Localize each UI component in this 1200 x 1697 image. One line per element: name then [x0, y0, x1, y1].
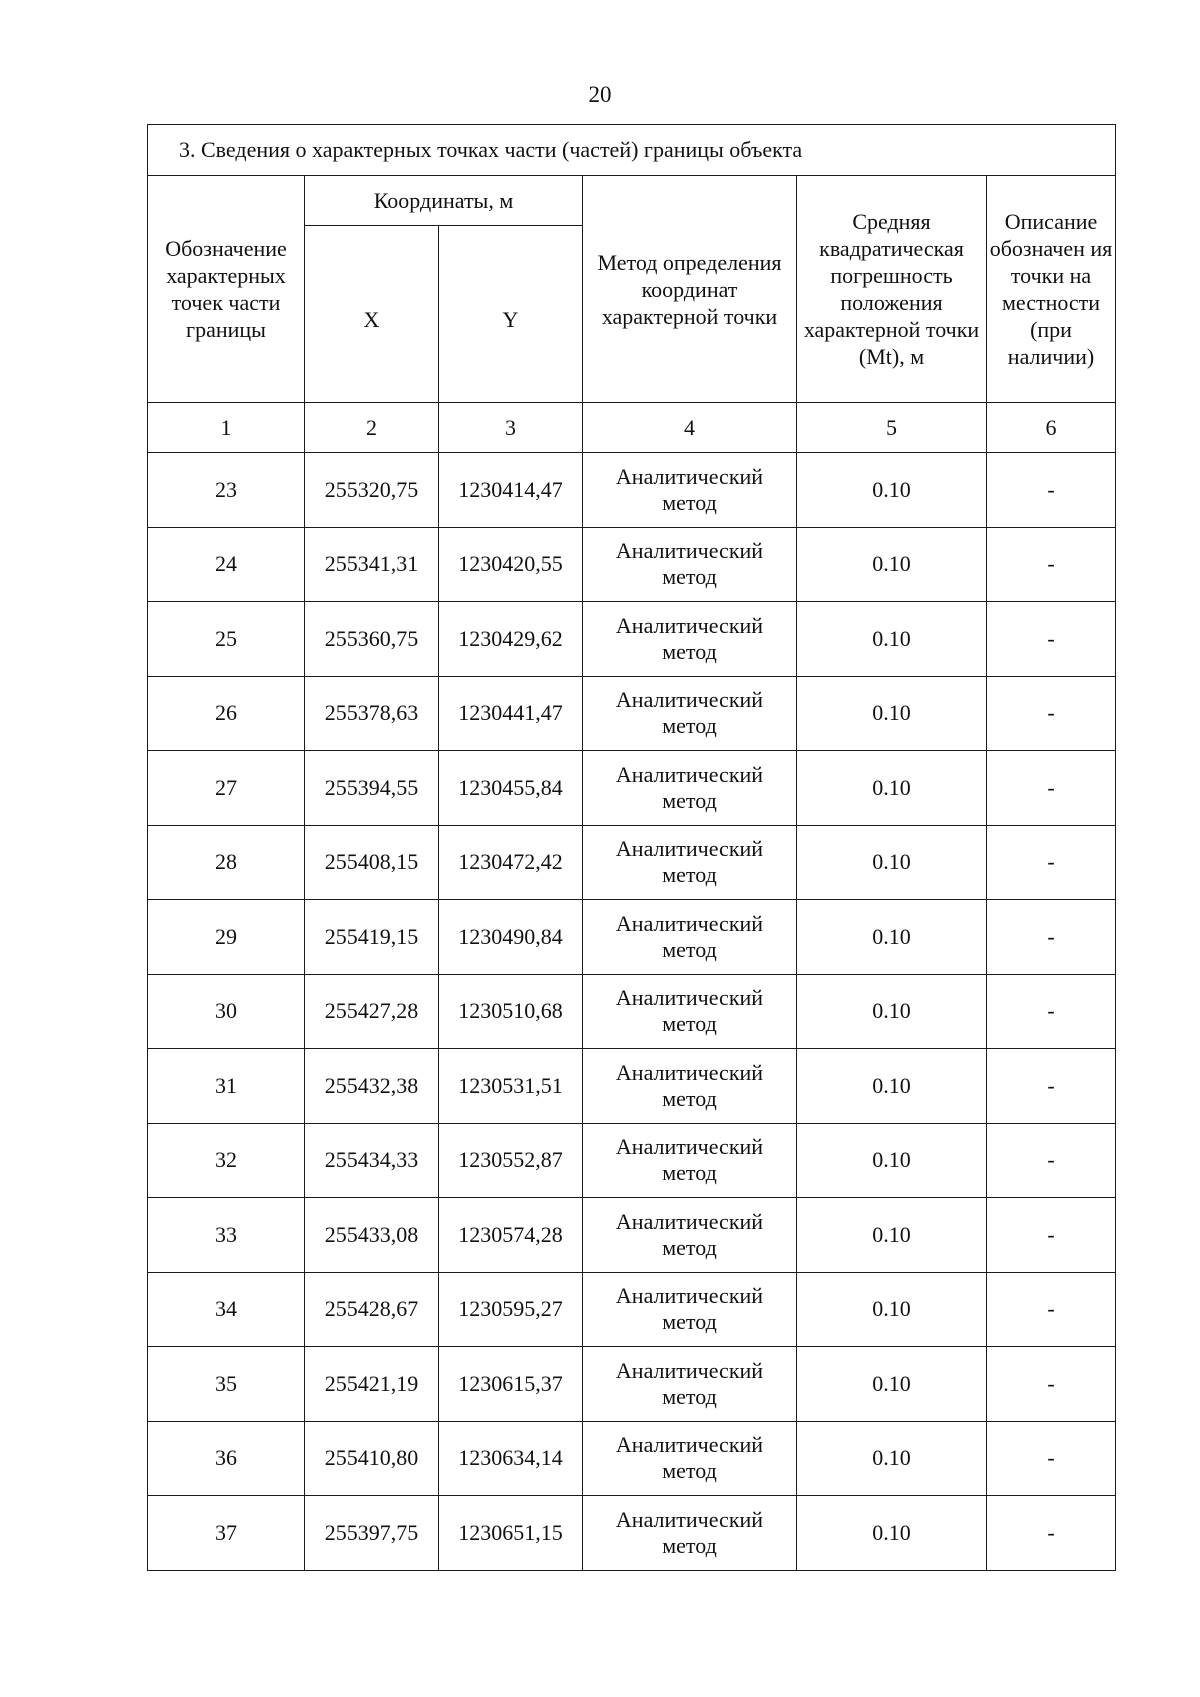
description-cell: - [987, 1347, 1116, 1422]
error-cell: 0.10 [797, 1049, 987, 1124]
column-number: 1 [148, 403, 305, 453]
x-coordinate-cell: 255432,38 [305, 1049, 439, 1124]
method-line: Аналитический [615, 836, 764, 862]
point-cell: 24 [148, 527, 305, 602]
boundary-points-table [147, 124, 1116, 1571]
method-line: метод [662, 862, 717, 888]
table-row [148, 1123, 1116, 1198]
y-coordinate-cell: 1230531,51 [439, 1049, 583, 1124]
description-cell: - [987, 1272, 1116, 1347]
y-coordinate-cell: 1230429,62 [439, 602, 583, 677]
table-row [148, 1496, 1116, 1571]
page-number: 20 [588, 82, 612, 107]
description-cell: - [987, 1421, 1116, 1496]
header-description: Описание обозначен ия точки на местности (при наличии) [987, 176, 1116, 403]
description-cell: - [987, 1123, 1116, 1198]
description-cell: - [987, 751, 1116, 826]
method-line: Аналитический [615, 1283, 764, 1309]
method-line: Аналитический [615, 1059, 764, 1085]
table-row [148, 1049, 1116, 1124]
point-cell: 37 [148, 1496, 305, 1571]
method-line: Аналитический [615, 687, 764, 713]
y-coordinate-cell: 1230552,87 [439, 1123, 583, 1198]
x-coordinate-cell: 255320,75 [305, 453, 439, 528]
y-coordinate-cell: 1230574,28 [439, 1198, 583, 1273]
method-line: Аналитический [615, 1357, 764, 1383]
method-line: Аналитический [615, 463, 764, 489]
point-cell: 23 [148, 453, 305, 528]
error-cell: 0.10 [797, 1496, 987, 1571]
header-error: Средняя квадратическая погрешность положения характерной точки (Mt), м [797, 176, 987, 403]
table-row [148, 825, 1116, 900]
method-cell [583, 1496, 797, 1571]
table-row [148, 1347, 1116, 1422]
y-coordinate-cell: 1230414,47 [439, 453, 583, 528]
y-coordinate-cell: 1230490,84 [439, 900, 583, 975]
y-coordinate-cell: 1230615,37 [439, 1347, 583, 1422]
method-cell [583, 1123, 797, 1198]
error-cell: 0.10 [797, 1123, 987, 1198]
method-cell [583, 1049, 797, 1124]
column-number: 4 [583, 403, 797, 453]
y-coordinate-cell: 1230651,15 [439, 1496, 583, 1571]
table-row [148, 602, 1116, 677]
table-row [148, 751, 1116, 826]
point-cell: 25 [148, 602, 305, 677]
method-cell [583, 900, 797, 975]
point-cell: 34 [148, 1272, 305, 1347]
x-coordinate-cell: 255434,33 [305, 1123, 439, 1198]
method-line: Аналитический [615, 1134, 764, 1160]
method-line: Аналитический [615, 761, 764, 787]
method-line: Аналитический [615, 985, 764, 1011]
x-coordinate-cell: 255427,28 [305, 974, 439, 1049]
method-line: метод [662, 1383, 717, 1409]
point-cell: 35 [148, 1347, 305, 1422]
description-cell: - [987, 900, 1116, 975]
error-cell: 0.10 [797, 900, 987, 975]
table-row [148, 453, 1116, 528]
x-coordinate-cell: 255433,08 [305, 1198, 439, 1273]
point-cell: 30 [148, 974, 305, 1049]
method-line: метод [662, 1011, 717, 1037]
method-cell [583, 1421, 797, 1496]
error-cell: 0.10 [797, 974, 987, 1049]
point-cell: 26 [148, 676, 305, 751]
error-cell: 0.10 [797, 1347, 987, 1422]
description-cell: - [987, 1496, 1116, 1571]
point-cell: 28 [148, 825, 305, 900]
method-line: метод [662, 787, 717, 813]
table-row [148, 676, 1116, 751]
method-line: метод [662, 1458, 717, 1484]
x-coordinate-cell: 255408,15 [305, 825, 439, 900]
y-coordinate-cell: 1230472,42 [439, 825, 583, 900]
method-line: метод [662, 1234, 717, 1260]
point-cell: 36 [148, 1421, 305, 1496]
method-line: метод [662, 713, 717, 739]
method-line: метод [662, 1085, 717, 1111]
method-line: Аналитический [615, 1432, 764, 1458]
error-cell: 0.10 [797, 825, 987, 900]
method-cell [583, 527, 797, 602]
header-x: X [305, 226, 439, 403]
description-cell: - [987, 527, 1116, 602]
error-cell: 0.10 [797, 1421, 987, 1496]
table-row [148, 1421, 1116, 1496]
column-number: 3 [439, 403, 583, 453]
description-cell: - [987, 1198, 1116, 1273]
x-coordinate-cell: 255428,67 [305, 1272, 439, 1347]
y-coordinate-cell: 1230595,27 [439, 1272, 583, 1347]
method-line: Аналитический [615, 910, 764, 936]
x-coordinate-cell: 255378,63 [305, 676, 439, 751]
point-cell: 31 [148, 1049, 305, 1124]
method-line: метод [662, 1309, 717, 1335]
method-line: метод [662, 564, 717, 590]
description-cell: - [987, 453, 1116, 528]
error-cell: 0.10 [797, 602, 987, 677]
x-coordinate-cell: 255419,15 [305, 900, 439, 975]
header-method: Метод определения координат характерной точки [583, 176, 797, 403]
method-cell [583, 676, 797, 751]
point-cell: 29 [148, 900, 305, 975]
header-designation: Обозначение характерных точек части границы [148, 176, 305, 403]
column-number: 5 [797, 403, 987, 453]
table-row [148, 900, 1116, 975]
method-line: метод [662, 936, 717, 962]
description-cell: - [987, 676, 1116, 751]
error-cell: 0.10 [797, 527, 987, 602]
table-row [148, 1198, 1116, 1273]
point-cell: 32 [148, 1123, 305, 1198]
description-cell: - [987, 974, 1116, 1049]
description-cell: - [987, 825, 1116, 900]
y-coordinate-cell: 1230634,14 [439, 1421, 583, 1496]
table-title: 3. Сведения о характерных точках части (частей) границы объекта [148, 125, 1116, 176]
method-line: метод [662, 1532, 717, 1558]
error-cell: 0.10 [797, 1198, 987, 1273]
method-line: Аналитический [615, 612, 764, 638]
x-coordinate-cell: 255394,55 [305, 751, 439, 826]
error-cell: 0.10 [797, 676, 987, 751]
point-cell: 33 [148, 1198, 305, 1273]
description-cell: - [987, 1049, 1116, 1124]
y-coordinate-cell: 1230441,47 [439, 676, 583, 751]
method-cell [583, 453, 797, 528]
x-coordinate-cell: 255341,31 [305, 527, 439, 602]
method-cell [583, 1272, 797, 1347]
x-coordinate-cell: 255410,80 [305, 1421, 439, 1496]
x-coordinate-cell: 255360,75 [305, 602, 439, 677]
method-line: Аналитический [615, 1208, 764, 1234]
table-row [148, 974, 1116, 1049]
method-cell [583, 1347, 797, 1422]
method-line: метод [662, 489, 717, 515]
method-cell [583, 825, 797, 900]
x-coordinate-cell: 255397,75 [305, 1496, 439, 1571]
x-coordinate-cell: 255421,19 [305, 1347, 439, 1422]
method-line: метод [662, 1160, 717, 1186]
point-cell: 27 [148, 751, 305, 826]
error-cell: 0.10 [797, 453, 987, 528]
description-cell: - [987, 602, 1116, 677]
method-line: Аналитический [615, 1506, 764, 1532]
table-row [148, 1272, 1116, 1347]
table-row [148, 527, 1116, 602]
column-number: 2 [305, 403, 439, 453]
method-line: метод [662, 638, 717, 664]
method-cell [583, 602, 797, 677]
error-cell: 0.10 [797, 1272, 987, 1347]
y-coordinate-cell: 1230455,84 [439, 751, 583, 826]
method-cell [583, 751, 797, 826]
method-cell [583, 974, 797, 1049]
column-number: 6 [987, 403, 1116, 453]
y-coordinate-cell: 1230420,55 [439, 527, 583, 602]
y-coordinate-cell: 1230510,68 [439, 974, 583, 1049]
header-y: Y [439, 226, 583, 403]
method-line: Аналитический [615, 538, 764, 564]
header-coordinates: Координаты, м [305, 176, 583, 226]
method-cell [583, 1198, 797, 1273]
error-cell: 0.10 [797, 751, 987, 826]
